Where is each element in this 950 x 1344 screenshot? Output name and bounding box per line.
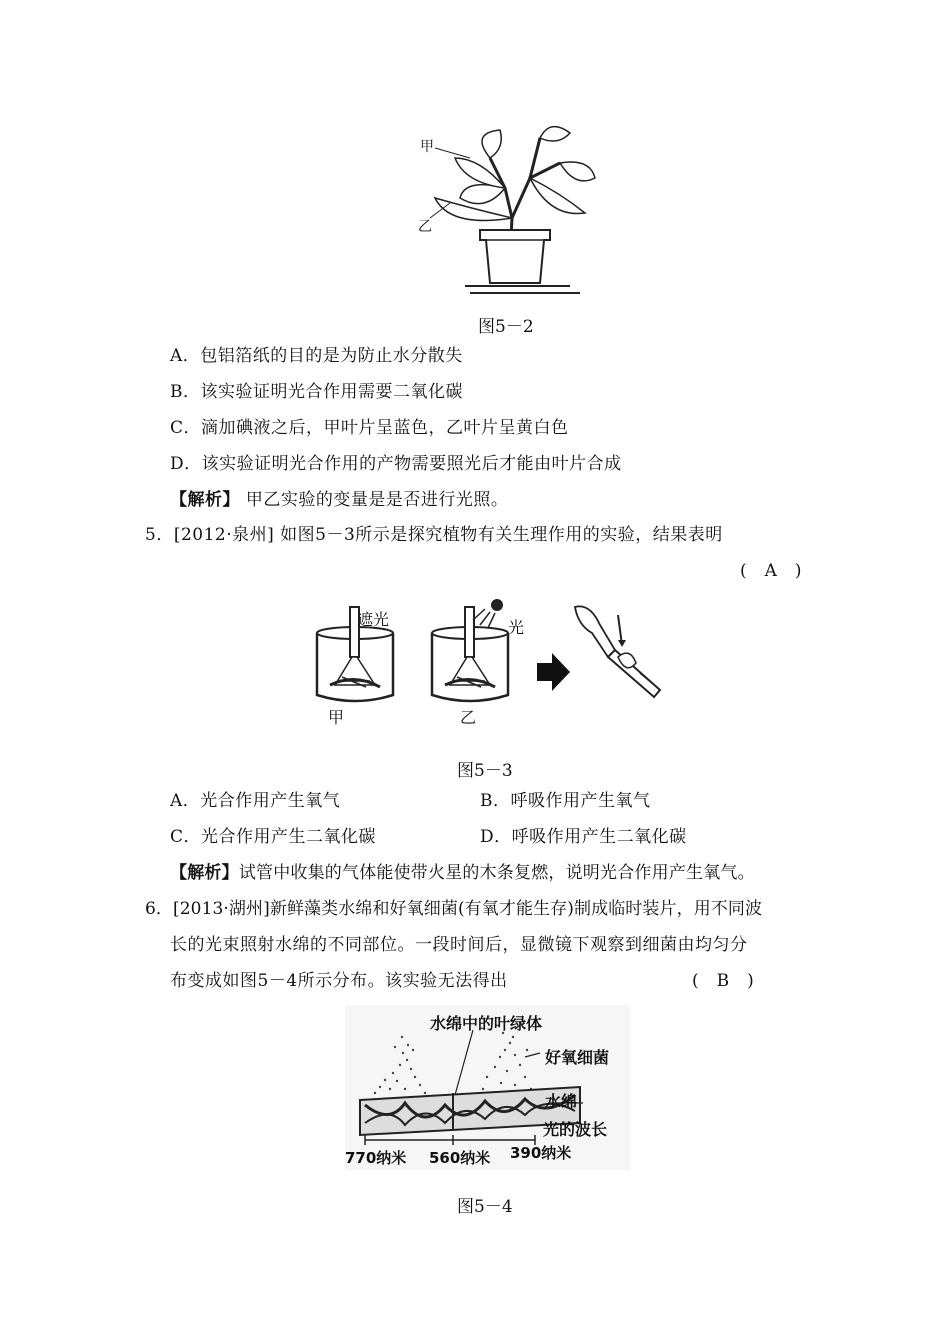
tick-390: 390纳米 [510, 1144, 572, 1162]
tick-770: 770纳米 [345, 1149, 407, 1167]
q5-stem: 5．[2012·泉州] 如图5－3所示是探究植物有关生理作用的实验，结果表明 [145, 525, 723, 545]
label-spirogyra: 水绵 [545, 1092, 578, 1111]
label-yi: 乙 [418, 219, 432, 235]
figure-5-2 [410, 118, 610, 303]
bacteria-clusters [374, 1032, 538, 1096]
q5-option-a: A．光合作用产生氧气 [170, 791, 341, 811]
label-jia: 甲 [328, 708, 345, 727]
arrow-right-icon [537, 653, 570, 691]
analysis-text: 试管中收集的气体能使带火星的木条复燃，说明光合作用产生氧气。 [238, 863, 755, 883]
beaker-yi [432, 607, 508, 701]
hand-test-tube-illustration [575, 606, 660, 697]
q4-option-b: B．该实验证明光合作用需要二氧化碳 [170, 382, 463, 402]
q4-option-d: D．该实验证明光合作用的产物需要照光后才能由叶片合成 [170, 454, 622, 474]
q5-option-b: B．呼吸作用产生氧气 [480, 791, 651, 811]
label-shade: 遮光 [357, 610, 390, 629]
q5-option-d: D．呼吸作用产生二氧化碳 [480, 827, 687, 847]
q5-answer: ( A ) [740, 561, 803, 581]
potted-plant-illustration [410, 118, 610, 303]
q6-answer: ( B ) [692, 971, 755, 991]
analysis-tag: 【解析】 [170, 490, 240, 510]
figure-caption-5-3: 图5－3 [457, 761, 513, 781]
q4-option-c: C．滴加碘液之后，甲叶片呈蓝色，乙叶片呈黄白色 [170, 418, 569, 438]
q4-option-a: A．包铝箔纸的目的是为防止水分散失 [170, 346, 463, 366]
q4-analysis [170, 489, 508, 511]
q5-option-c: C．光合作用产生二氧化碳 [170, 827, 377, 847]
label-chloroplast: 水绵中的叶绿体 [430, 1014, 543, 1033]
figure-5-3 [300, 595, 680, 730]
label-bacteria: 好氧细菌 [545, 1048, 610, 1067]
figure-caption-5-4: 图5－4 [457, 1197, 513, 1217]
label-yi: 乙 [460, 708, 477, 727]
figure-caption-5-2: 图5－2 [478, 317, 534, 337]
sun-icon [473, 599, 503, 628]
q5-analysis [170, 862, 755, 884]
label-wavelength: 光的波长 [543, 1120, 608, 1139]
q6-stem-line-1: 6．[2013·湖州]新鲜藻类水绵和好氧细菌(有氧才能生存)制成临时装片，用不同波 [145, 899, 763, 919]
label-light: 光 [508, 618, 525, 637]
analysis-text: 甲乙实验的变量是是否进行光照。 [245, 490, 509, 510]
figure-5-4 [345, 1005, 630, 1170]
q6-stem-line-3: 布变成如图5－4所示分布。该实验无法得出 [170, 971, 508, 991]
label-jia: 甲 [420, 139, 434, 155]
tick-560: 560纳米 [429, 1149, 491, 1167]
analysis-tag: 【解析】 [170, 863, 239, 883]
q6-stem-line-2: 长的光束照射水绵的不同部位。一段时间后，显微镜下观察到细菌由均匀分 [170, 935, 748, 955]
